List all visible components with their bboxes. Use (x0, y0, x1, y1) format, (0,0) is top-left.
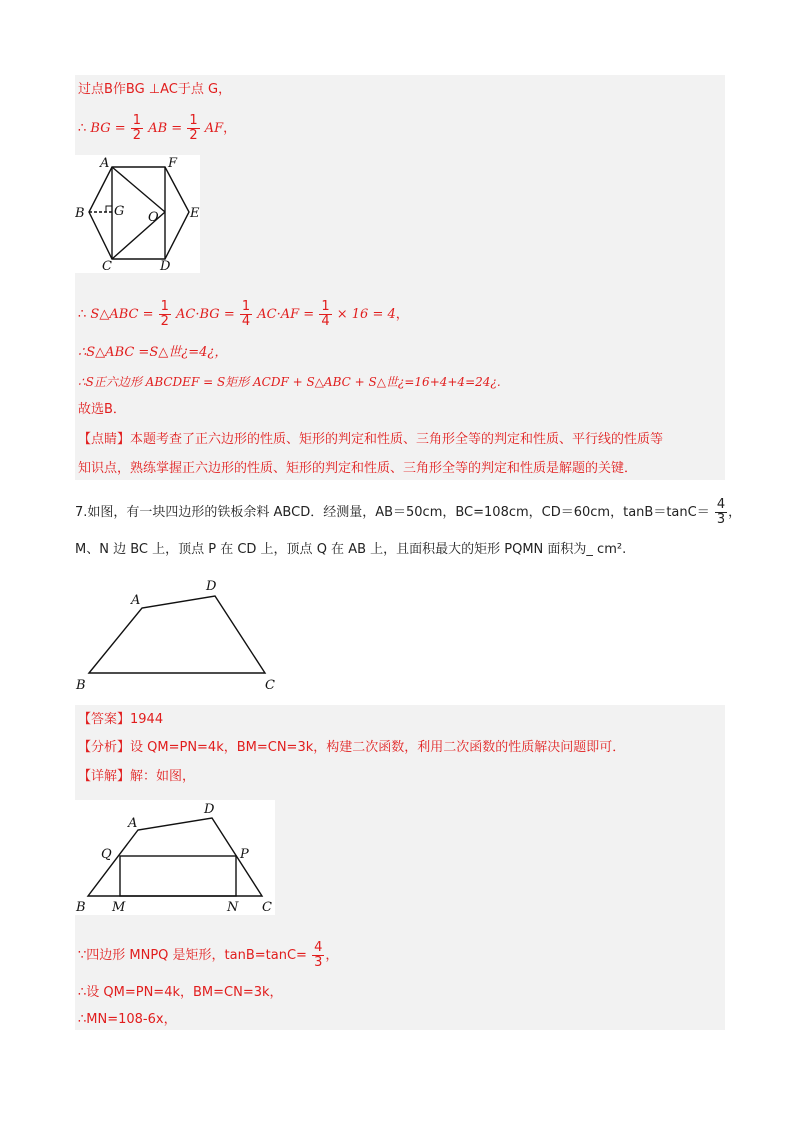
analysis-line: 【分析】设 QM=PN=4k，BM=CN=3k，构建二次函数，利用二次函数的性质解决问题即可． (78, 740, 626, 755)
comment-line-2: 知识点，熟练掌握正六边形的性质、矩形的判定和性质、三角形全等的判定和性质是解题的关键． (78, 461, 638, 476)
label-G: G (114, 204, 125, 219)
equation-bg: ∴ BG = $\frac{1}{2}$ AB = $\frac{1}{2}$ AF， (78, 113, 237, 143)
question-7-line-2: M、N 边 BC 上，顶点 P 在 CD 上，顶点 Q 在 AB 上，且面积最大的矩形 PQMN 面积为_ cm². (75, 542, 627, 557)
label-A: A (131, 593, 141, 608)
rectangle-in-quadrilateral-figure (75, 800, 275, 915)
text-line: 过点B作BG ⊥AC于点 G， (78, 82, 232, 97)
equation-area: ∴ S△ABC = $\frac{1}{2}$ AC·BG = $\frac{1}{4}$ AC·AF = $\frac{1}{4}$ × 16 = 4， (78, 299, 409, 329)
quadrilateral-figure (75, 575, 285, 695)
hexagon-figure (75, 155, 200, 273)
label-A: A (128, 816, 138, 831)
comment-line-1: 【点睛】本题考查了正六边形的性质、矩形的判定和性质、三角形全等的判定和性质、平行线的性质等 (78, 432, 664, 447)
label-D: D (206, 579, 217, 594)
label-D: D (160, 259, 171, 273)
label-C: C (102, 259, 112, 273)
label-P: P (240, 847, 249, 862)
equation-equal-areas: ∴S△ABC =S△世¿=4¿， (78, 345, 228, 360)
label-Q: Q (101, 847, 112, 862)
step-rectangle: ∵四边形 MNPQ 是矩形，tanB=tanC= $\frac{4}{3}$ ， (78, 940, 339, 970)
label-O: O (148, 210, 159, 225)
step-set-variables: ∴设 QM=PN=4k，BM=CN=3k， (78, 985, 283, 1000)
equation-hexagon-area: ∴S正六边形 ABCDEF = S矩形 ACDF + S△ABC + S△世¿=16+4+4=24¿. (78, 375, 501, 389)
label-B: B (76, 678, 86, 693)
label-C: C (262, 900, 272, 915)
answer-choice: 故选B． (78, 402, 126, 417)
label-A: A (100, 156, 110, 171)
label-B: B (76, 900, 86, 915)
label-M: M (112, 900, 126, 915)
question-7-line-1: 7.如图，有一块四边形的铁板余料 ABCD．经测量，AB＝50cm，BC=108cm，CD＝60cm，tanB＝tanC＝ $\frac{4}{3}$ ， (75, 497, 742, 527)
label-N: N (227, 900, 239, 915)
label-D: D (204, 802, 215, 817)
detail-line: 【详解】解：如图， (78, 769, 196, 784)
label-E: E (190, 206, 200, 221)
step-mn-length: ∴MN=108-6x， (78, 1012, 177, 1027)
answer-line: 【答案】1944 (78, 712, 164, 727)
label-F: F (168, 156, 178, 171)
label-B: B (75, 206, 85, 221)
label-C: C (265, 678, 275, 693)
